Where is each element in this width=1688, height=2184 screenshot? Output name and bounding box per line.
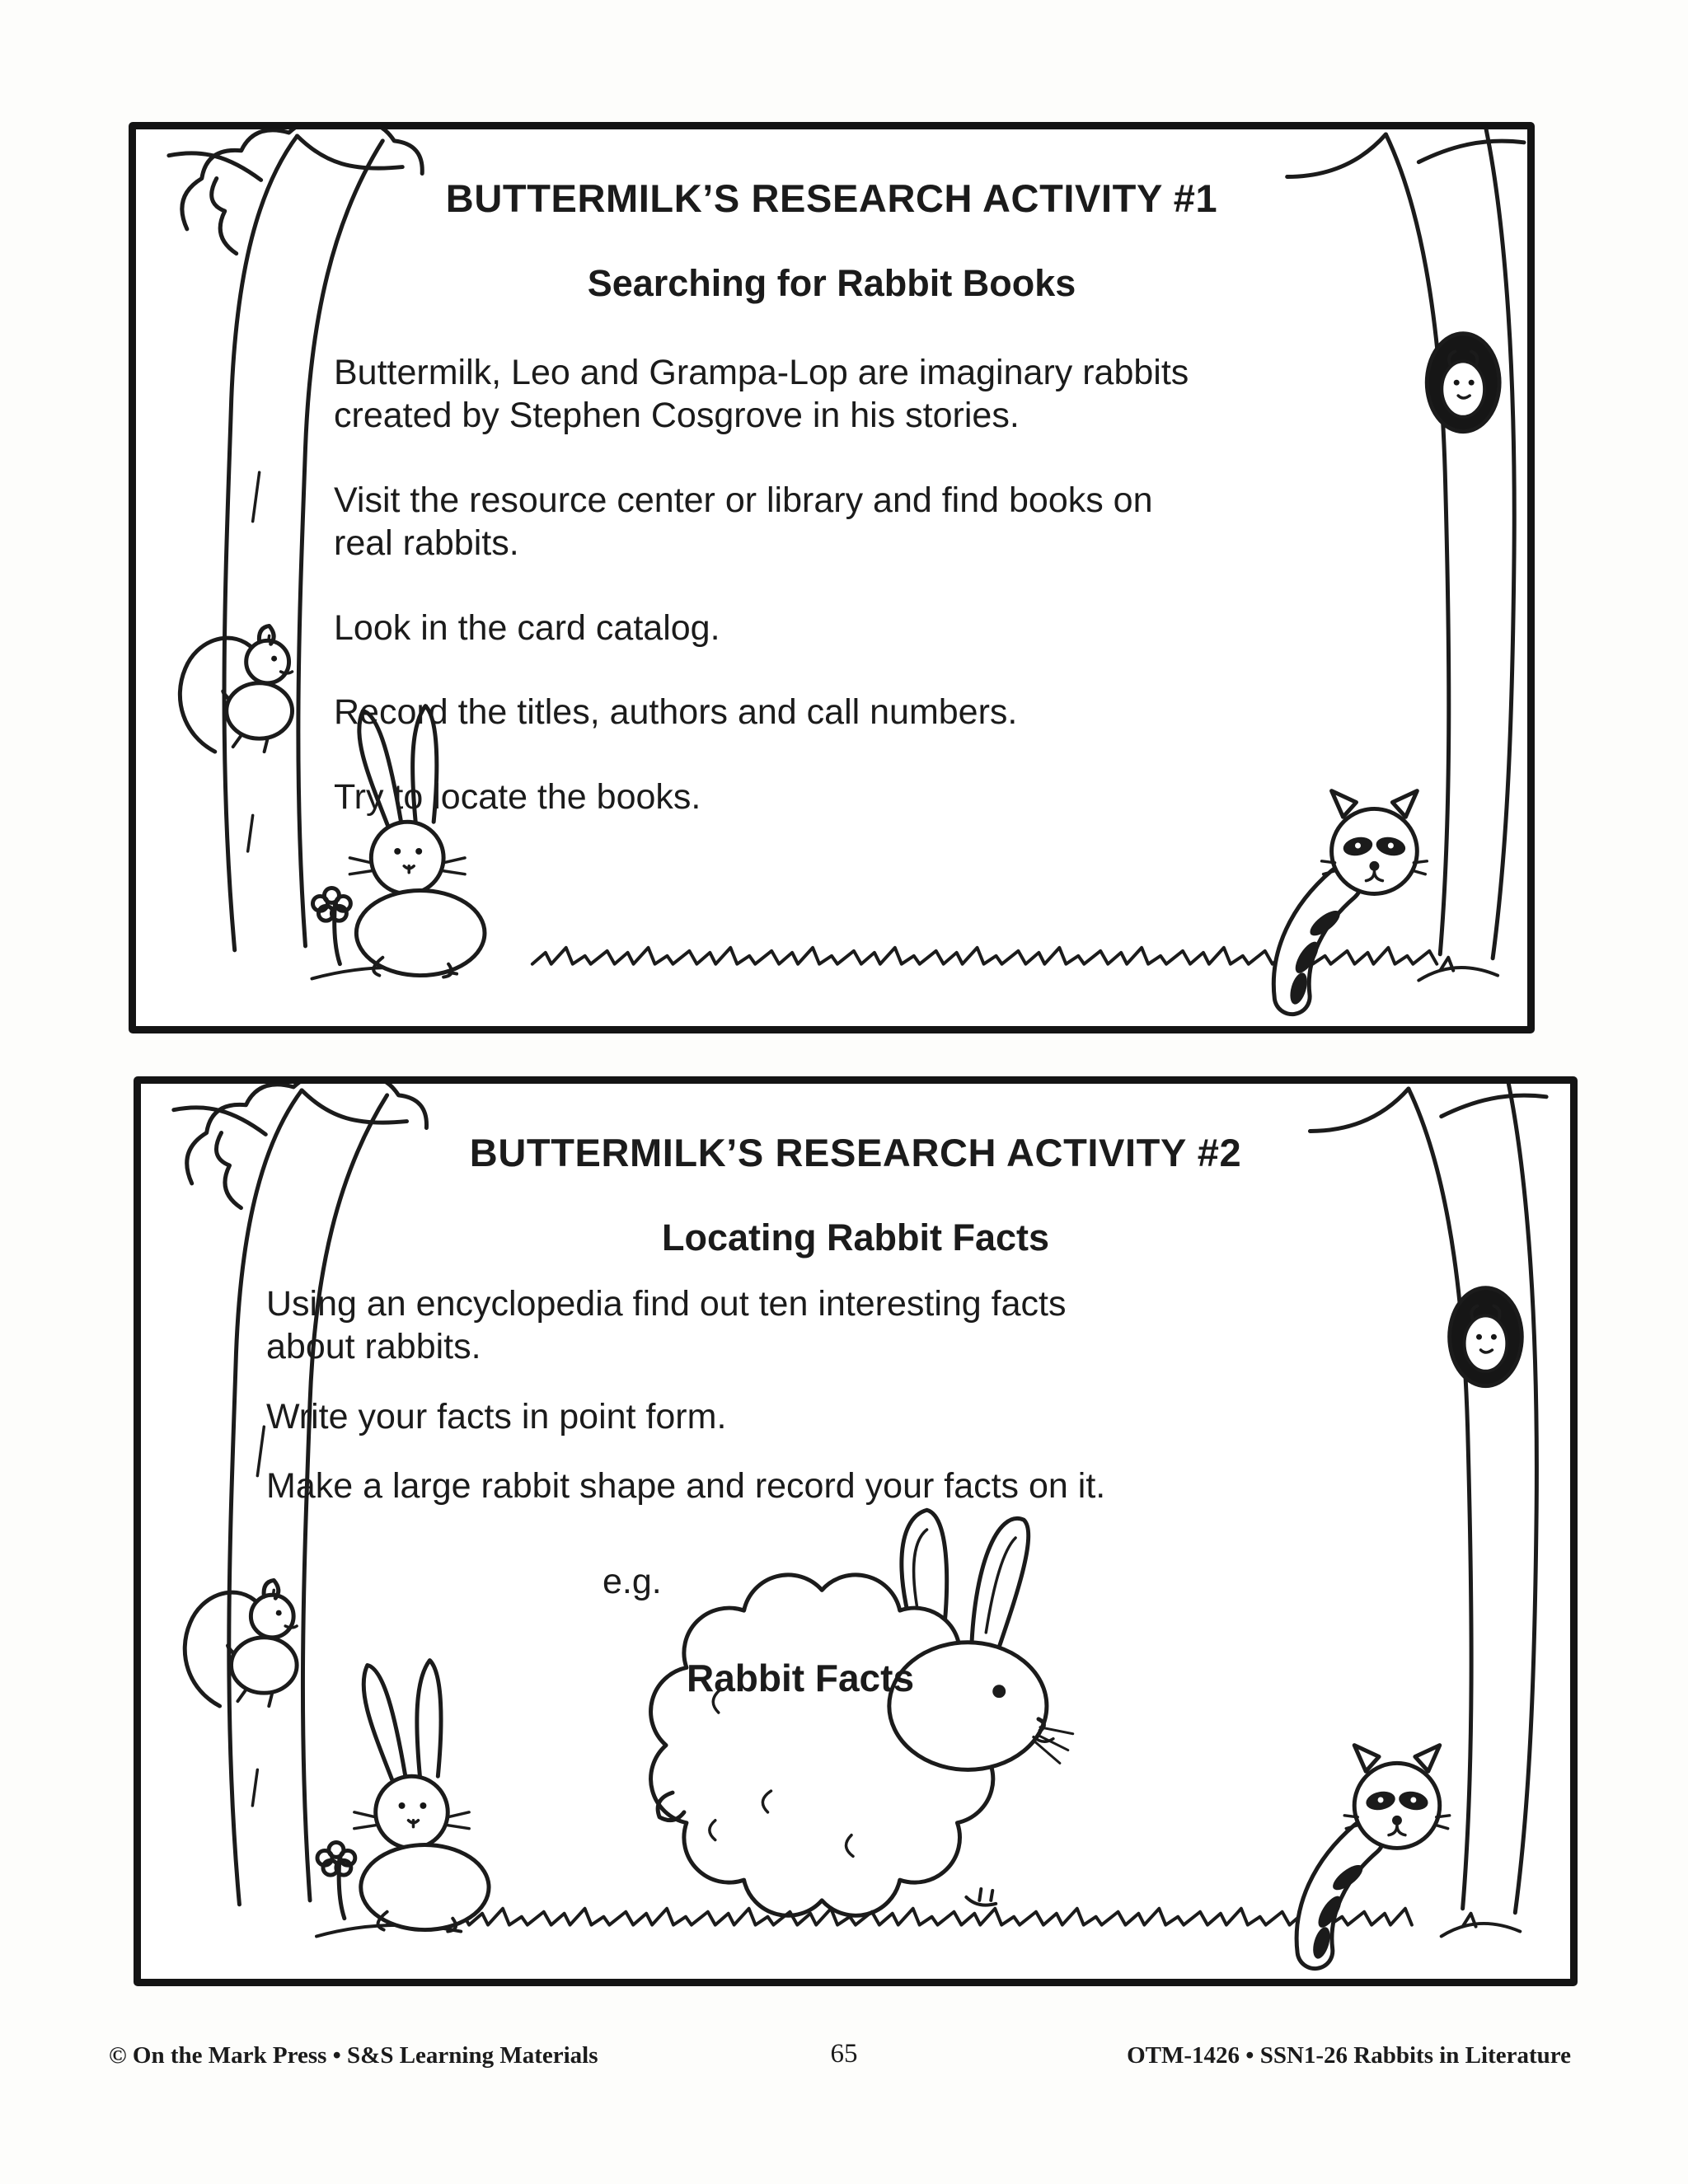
instruction-line: about rabbits. — [266, 1327, 481, 1367]
page-footer — [0, 2034, 1688, 2087]
squirrel-illustration — [185, 1580, 297, 1706]
instruction-line: Visit the resource center or library and find books on — [334, 480, 1153, 520]
grass-illustration — [312, 948, 1498, 981]
instruction-line: Write your facts in point form. — [266, 1396, 727, 1436]
catalog-reference: OTM-1426 • SSN1-26 Rabbits in Literature — [1127, 2042, 1571, 2069]
instruction-paragraph — [266, 1282, 1405, 1369]
card1-title: BUTTERMILK’S RESEARCH ACTIVITY #1 — [445, 176, 1218, 220]
instruction-paragraph — [334, 607, 1371, 649]
instruction-paragraph — [334, 776, 1371, 818]
instruction-line: real rabbits. — [334, 523, 519, 564]
instruction-paragraph — [266, 1465, 1405, 1507]
instruction-paragraph — [334, 351, 1371, 438]
page-number: 65 — [830, 2039, 858, 2069]
card2-title: BUTTERMILK’S RESEARCH ACTIVITY #2 — [469, 1131, 1242, 1174]
rabbit-shape-label: Rabbit Facts — [687, 1657, 915, 1699]
grass-illustration — [316, 1909, 1520, 1937]
instruction-paragraph — [266, 1395, 1405, 1438]
card2-subtitle: Locating Rabbit Facts — [661, 1216, 1050, 1258]
rabbit-illustration — [317, 1661, 489, 1932]
big-rabbit-illustration — [651, 1510, 1073, 1915]
publisher-credit: © On the Mark Press • S&S Learning Materials — [109, 2042, 598, 2069]
squirrel-illustration — [180, 626, 292, 752]
activity-card-2 — [134, 1076, 1578, 1986]
instruction-paragraph — [334, 691, 1371, 733]
raccoon-illustration — [1287, 791, 1428, 1006]
instruction-line: Make a large rabbit shape and record your facts on it. — [266, 1466, 1106, 1507]
instruction-line: Using an encyclopedia find out ten interesting facts — [266, 1284, 1067, 1324]
raccoon-illustration — [1310, 1746, 1449, 1961]
instruction-line: Record the titles, authors and call numbers. — [334, 692, 1018, 733]
instruction-line: Try to locate the books. — [334, 776, 701, 817]
instruction-line: created by Stephen Cosgrove in his stories. — [334, 396, 1020, 436]
example-label: e.g. — [603, 1562, 662, 1601]
knothole-critter-illustration — [1450, 1288, 1522, 1386]
knothole-critter-illustration — [1427, 334, 1499, 432]
card1-instructions — [334, 351, 1371, 818]
instruction-line: Look in the card catalog. — [334, 607, 720, 648]
instruction-line: Buttermilk, Leo and Grampa-Lop are imaginary rabbits — [334, 353, 1189, 392]
activity-card-1 — [129, 122, 1535, 1033]
card1-subtitle: Searching for Rabbit Books — [587, 262, 1076, 304]
card2-instructions — [266, 1282, 1405, 1508]
instruction-paragraph — [334, 479, 1371, 565]
